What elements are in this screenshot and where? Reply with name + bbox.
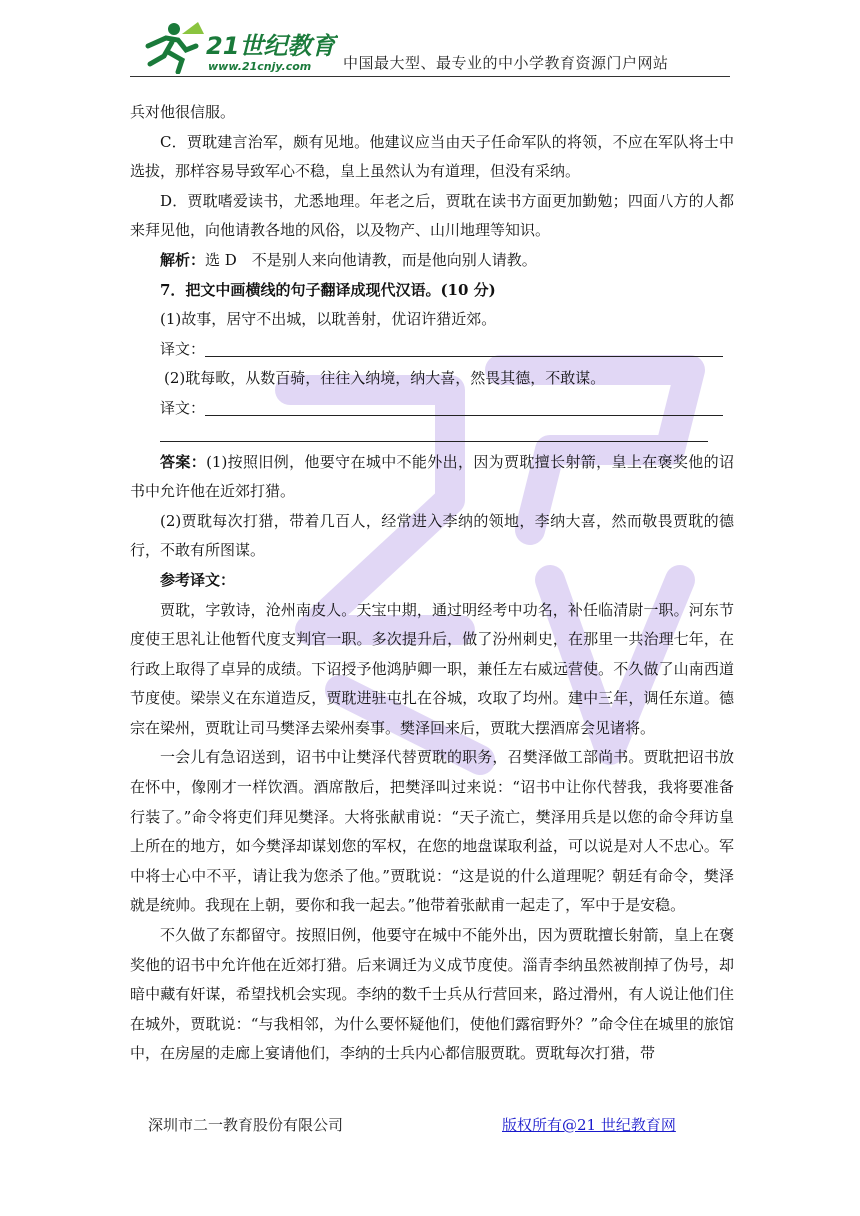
translation-line-2	[130, 394, 734, 424]
answer-1	[130, 448, 734, 507]
answer-blank[interactable]	[205, 340, 723, 357]
reference-paragraph-2: 一会儿有急诏送到，诏书中让樊泽代替贾耽的职务，召樊泽做工部尚书。贾耽把诏书放在怀中，像刚才一样饮酒。酒席散后，把樊泽叫过来说：“诏书中让你代替我，我将要准备行装了。”命令将吏们拜见樊泽。大将张献甫说：“天子流亡，樊泽用兵是以您的命令拜访皇上所在的地方，如今樊泽却谋划您的军权，在您的地盘谋取利益，可以说是对人不忠心。军中将士心中不平，请让我为您杀了他。”贾耽说：“这是说的什么道理呢？朝廷有命令，樊泽就是统帅。我现在上朝，要你和我一起去。”他带着张献甫一起走了，军中于是安稳。	[130, 748, 734, 915]
analysis-label: 解析：	[160, 250, 206, 269]
analysis	[130, 246, 734, 276]
runner-icon	[148, 22, 204, 72]
logo-21cnjy	[138, 20, 338, 74]
analysis-text: 选 D 不是别人来向他请教，而是他向别人请教。	[205, 250, 537, 269]
option-d: D．贾耽嗜爱读书，尤悉地理。年老之后，贾耽在读书方面更加勤勉；四面八方的人都来拜见他，向他请教各地的风俗，以及物产、山川地理等知识。	[130, 191, 734, 240]
svg-text:www.21cnjy.com: www.21cnjy.com	[208, 60, 312, 73]
translation-label: 译文：	[160, 398, 206, 417]
reference-paragraph-1: 贾耽，字敦诗，沧州南皮人。天宝中期，通过明经考中功名，补任临清尉一职。河东节度使王思礼让他暂代度支判官一职。多次提升后，做了汾州刺史，在那里一共治理七年，在行政上取得了卓异的成绩。下诏授予他鸿胪卿一职，兼任左右威远营使。不久做了山南西道节度使。梁崇义在东道造反，贾耽进驻屯扎在谷城，攻取了均州。建中三年，调任东道。德宗在梁州，贾耽让司马樊泽去梁州奏事。樊泽回来后，贾耽大摆酒席会见诸将。	[130, 600, 734, 737]
answer-blank[interactable]	[205, 399, 723, 416]
document-body	[130, 98, 734, 1069]
footer-company: 深圳市二一教育股份有限公司	[148, 1116, 344, 1134]
translation-line-1	[130, 335, 734, 365]
answer-2: (2)贾耽每次打猎，带着几百人，经常进入李纳的领地，李纳大喜，然而敬畏贾耽的德行，不敢有所图谋。	[130, 511, 734, 560]
reference-paragraph-3: 不久做了东都留守。按照旧例，他要守在城中不能外出，因为贾耽擅长射箭，皇上在褒奖他的诏书中允许他在近郊打猎。后来调迁为义成节度使。淄青李纳虽然被削掉了伪号，却暗中藏有奸谋，希望找机会实现。李纳的数千士兵从行营回来，路过滑州，有人说让他们住在城外，贾耽说：“与我相邻，为什么要怀疑他们，使他们露宿野外？”命令住在城里的旅馆中，在房屋的走廊上宴请他们，李纳的士兵内心都信服贾耽。贾耽每次打猎，带	[130, 926, 734, 1063]
option-c: C．贾耽建言治军，颇有见地。他建议应当由天子任命军队的将领，不应在军队将士中选拔，那样容易导致军心不稳，皇上虽然认为有道理，但没有采纳。	[130, 132, 734, 181]
question-7-2: (2)耽每畋，从数百骑，往往入纳境，纳大喜，然畏其德，不敢谋。	[164, 369, 606, 388]
answer-label: 答案：	[160, 452, 207, 471]
question-7: 7．把文中画横线的句子翻译成现代汉语。(10 分)	[160, 280, 496, 299]
paragraph-continuation: 兵对他很信服。	[130, 103, 236, 121]
footer-copyright-link[interactable]: 版权所有@21 世纪教育网	[502, 1116, 676, 1134]
answer-1-text: (1)按照旧例，他要守在城中不能外出，因为贾耽擅长射箭，皇上在褒奖他的诏书中允许他在近郊打猎。	[130, 452, 734, 501]
translation-label: 译文：	[160, 339, 206, 358]
reference-title: 参考译文：	[160, 570, 236, 589]
question-7-1: (1)故事，居守不出城，以耽善射，优诏许猎近郊。	[160, 310, 497, 329]
page-header	[130, 18, 730, 77]
answer-blank-extra[interactable]	[160, 440, 708, 442]
svg-text:21世纪教育: 21世纪教育	[206, 32, 336, 60]
header-slogan: 中国最大型、最专业的中小学教育资源门户网站	[343, 54, 669, 72]
